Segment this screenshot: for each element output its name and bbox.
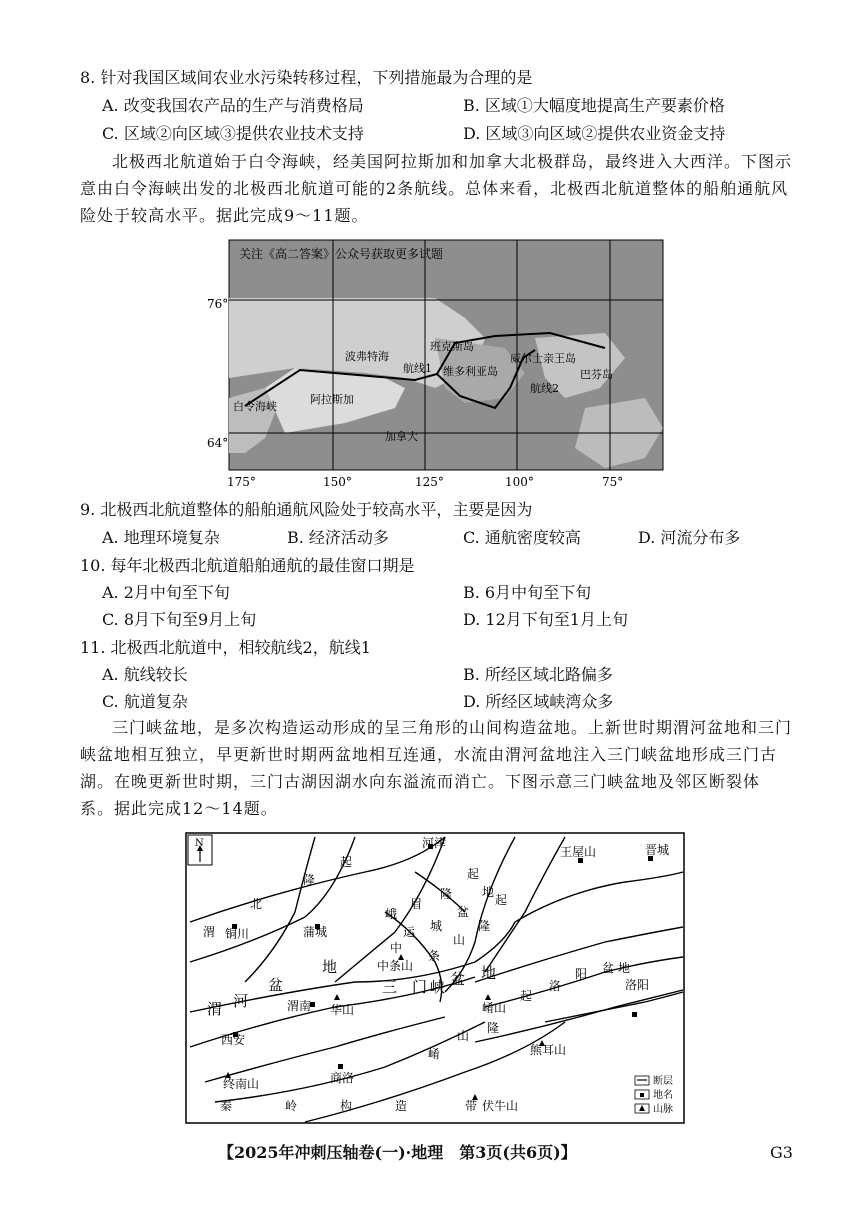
bering-label: 白令海峡: [233, 400, 277, 413]
pucheng-label: 蒲城: [303, 925, 328, 939]
passage-sanmenxia: 三门峡盆地，是多次构造运动形成的呈三角形的山间构造盆地。上新世时期渭河盆地和三门峡盆地相互独立，早更新世时期两盆地相互连通，水流由渭河盆地注入三门峡盆地形成三门古湖。在晚更新世时期，三门古湖因湖水向东溢流而消亡。下图示意三门峡盆地及邻区断裂体系。据此完成12～14题。: [80, 718, 793, 818]
q9-option-a: A. 地理环境复杂: [102, 528, 220, 547]
map-char: 城: [430, 919, 443, 933]
map-char: 起: [495, 893, 508, 907]
baffin-label: 巴芬岛: [580, 368, 613, 381]
tongchuan-label: 铜川: [225, 927, 250, 941]
q10-stem: 10. 每年北极西北航道船舶通航的最佳窗口期是: [80, 556, 415, 575]
lon-100-label: 100°: [505, 475, 534, 489]
route1-label: 航线1: [403, 362, 432, 375]
map-char: 地: [322, 958, 338, 976]
luoyang-label: 洛阳: [625, 978, 650, 992]
map-char: 起: [340, 855, 353, 869]
map-char: 条: [428, 949, 441, 963]
map-char: 隆: [478, 919, 491, 933]
map-char: 山: [457, 1029, 470, 1043]
q9-option-c: C. 通航密度较高: [463, 528, 581, 547]
q11-option-d: D. 所经区域峡湾众多: [463, 692, 614, 711]
q8-option-b: B. 区域①大幅度地提高生产要素价格: [463, 96, 725, 115]
q10-option-d: D. 12月下旬至1月上旬: [463, 610, 628, 629]
alaska-label: 阿拉斯加: [310, 393, 354, 406]
shangluo-label: 商洛: [330, 1071, 355, 1085]
map-char: 盆: [602, 961, 615, 975]
q10-option-a: A. 2月中旬至下旬: [102, 583, 230, 602]
map-char: 崤: [428, 1047, 441, 1061]
north-label: N: [195, 838, 204, 849]
map-char: 盆: [457, 905, 470, 919]
wales-label: 威尔士亲王岛: [510, 352, 576, 365]
footer-code: G3: [770, 1143, 793, 1162]
passage-arctic: 北极西北航道始于白令海峡，经美国阿拉斯加和加拿大北极群岛，最终进入大西洋。下图示意由白令海峡出发的北极西北航道可能的2条航线。总体来看，北极西北航道整体的船舶通航风险处于较高水平。据此完成9～11题。: [80, 152, 793, 225]
map-char: 隆: [440, 887, 453, 901]
map-char: 眉: [410, 897, 423, 911]
northwest-passage-map: [205, 238, 675, 493]
map-char: 地: [481, 964, 497, 982]
q11-option-a: A. 航线较长: [102, 665, 188, 684]
zhongtiao-label: 中条山: [377, 959, 414, 973]
xionger-label: 熊耳山: [530, 1043, 567, 1057]
jincheng-label: 晋城: [645, 843, 670, 857]
map-char: 盆: [268, 976, 284, 994]
map-char: 构: [340, 1099, 353, 1113]
map-char: 阳: [575, 967, 588, 981]
map-char: 起: [467, 867, 480, 881]
hejin-label: 河津: [422, 836, 447, 850]
q11-option-b: B. 所经区域北路偏多: [463, 665, 613, 684]
sanmenxia-fault-map: [185, 832, 685, 1124]
map-char: 北: [250, 897, 263, 911]
weinan-label: 渭南: [287, 999, 312, 1013]
lat-64-label: 64°: [207, 436, 229, 450]
map-char: 洛: [549, 979, 562, 993]
q8-stem: 8. 针对我国区域间农业水污染转移过程，下列措施最为合理的是: [80, 68, 533, 87]
huashan-label: 华山: [330, 1003, 355, 1017]
victoria-label: 维多利亚岛: [443, 365, 498, 378]
sanmen-label: 三 门: [382, 978, 428, 996]
xian-label: 西安: [221, 1033, 246, 1047]
route2-label: 航线2: [530, 382, 559, 395]
map-char: 岭: [285, 1099, 298, 1113]
q11-stem: 11. 北极西北航道中，相较航线2，航线1: [80, 638, 371, 657]
map-char: 盆: [450, 970, 466, 988]
funiu-label: 伏牛山: [482, 1099, 519, 1113]
footer-text: 【2025年冲刺压轴卷(一)·地理 第3页(共6页)】: [218, 1143, 577, 1162]
map-char: 河: [233, 992, 249, 1010]
map-char: 山: [453, 933, 466, 947]
q8-option-c: C. 区域②向区域③提供农业技术支持: [102, 124, 364, 143]
q9-option-b: B. 经济活动多: [287, 528, 389, 547]
q9-stem: 9. 北极西北航道整体的船舶通航风险处于较高水平，主要是因为: [80, 500, 533, 519]
map-char: 运: [403, 925, 416, 939]
map-char: 带: [465, 1099, 478, 1113]
zhongnan-label: 终南山: [223, 1077, 260, 1091]
map-char: 起: [520, 989, 533, 1003]
q11-option-c: C. 航道复杂: [102, 692, 188, 711]
map-char: 地: [618, 961, 631, 975]
map-char: 隆: [303, 873, 316, 887]
wangwu-label: 王屋山: [560, 845, 597, 859]
lon-75-label: 75°: [602, 475, 624, 489]
xiaoshan-label: 崤山: [482, 1001, 507, 1015]
q10-option-b: B. 6月中旬至下旬: [463, 583, 592, 602]
beaufort-label: 波弗特海: [345, 350, 389, 363]
q9-option-d: D. 河流分布多: [638, 528, 741, 547]
q8-option-a: A. 改变我国农产品的生产与消费格局: [102, 96, 364, 115]
lon-125-label: 125°: [415, 475, 444, 489]
map-char: 峡: [430, 978, 446, 996]
map-char: 秦: [220, 1099, 233, 1113]
legend-fault-label: 断层: [653, 1076, 673, 1087]
legend-place-label: 地名: [653, 1090, 673, 1101]
canada-label: 加拿大: [385, 430, 418, 443]
lon-150-label: 150°: [323, 475, 352, 489]
map-watermark: 关注《高二答案》公众号获取更多试题: [239, 247, 444, 261]
q8-option-d: D. 区域③向区域②提供农业资金支持: [463, 124, 726, 143]
map-legend: [635, 1074, 673, 1115]
map-char: 渭: [203, 925, 216, 939]
map-char: 隆: [487, 1021, 500, 1035]
lon-175-label: 175°: [227, 475, 256, 489]
banks-label: 班克斯岛: [430, 340, 474, 353]
map-char: 峨: [385, 907, 398, 921]
map-char: 渭: [207, 1000, 223, 1018]
map-char: 造: [395, 1099, 408, 1113]
map-char: 地: [482, 885, 495, 899]
lat-76-label: 76°: [207, 297, 229, 311]
legend-mountain-label: 山脉: [653, 1104, 673, 1115]
map-char: 中: [390, 941, 403, 955]
q10-option-c: C. 8月下旬至9月上旬: [102, 610, 257, 629]
